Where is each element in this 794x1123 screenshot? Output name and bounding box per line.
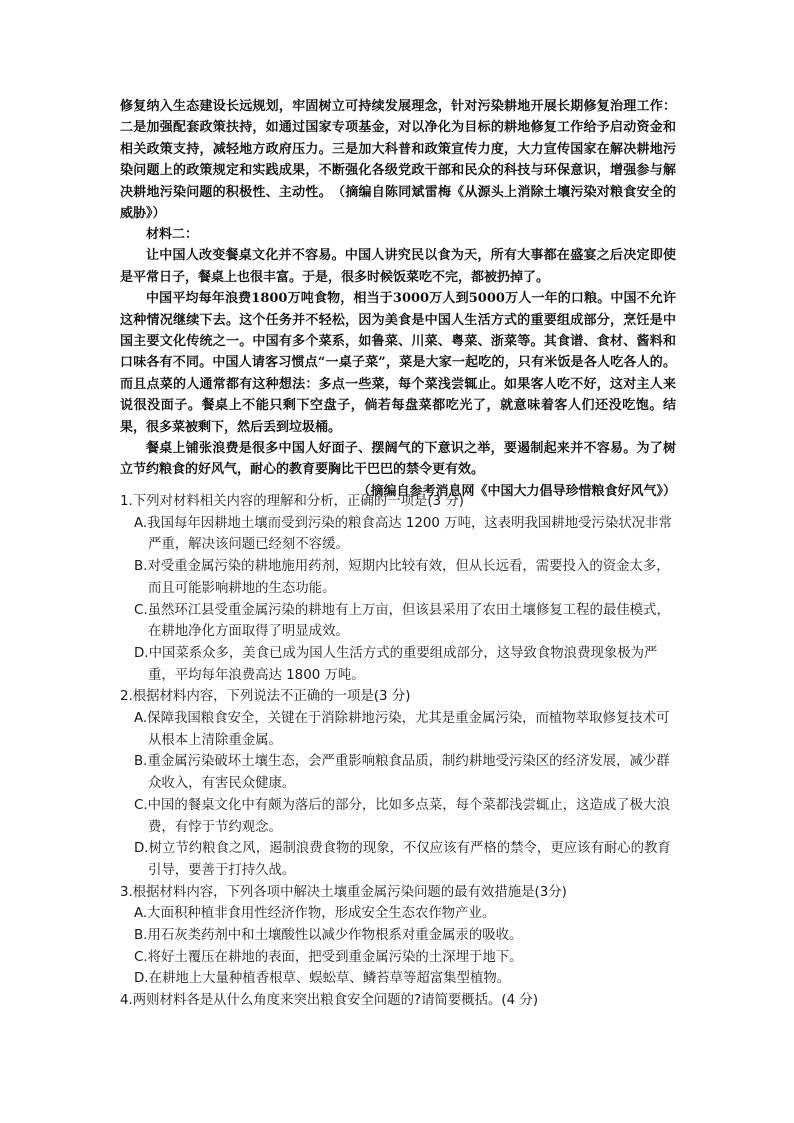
question-3 [120, 882, 678, 991]
question-stem: 4.两则材料各是从什么角度来突出粮食安全问题的?请简要概括。(4 分) [120, 993, 539, 1009]
question-stem: 1.下列对材料相关内容的理解和分析，正确的一项是(3 分) [120, 494, 464, 509]
option-c: C.中国的餐桌文化中有颇为落后的部分，比如多点菜，每个菜都浅尝辄止，这造成了极大浪费，有悖于节约观念。 [134, 797, 670, 835]
option-b: B.重金属污染破坏土壤生态，会严重影响粮食品质，制约耕地受污染区的经济发展，减少群众收入，有害民众健康。 [134, 754, 670, 792]
material-two-source: （摘编自参考消息网《中国大力倡导珍惜粮食好风气》） [357, 483, 676, 499]
question-stem: 2.根据材料内容，下列说法不正确的一项是(3 分) [120, 689, 411, 705]
material-two [120, 224, 676, 502]
material-one-paragraph: 修复纳入生态建设长远规划，牢固树立可持续发展理念，针对污染耕地开展长期修复治理工作：二是加强配套政策扶持，如通过国家专项基金，对以净化为目标的耕地修复工作给予启动资金和相关政策支持，减轻地方政府压力。三是加大科普和政策宣传力度，大力宣传国家在解决耕地污染问题上的政策规定和实践成果，不断强化各级党政干部和民众的科技与环保意识，增强参与解决耕地污染问题的积极性、主动性。 （摘编自陈同斌雷梅《从源头上消除土壤污染对粮食安全的威胁》） [120, 99, 676, 222]
material-two-paragraph-3: 餐桌上铺张浪费是很多中国人好面子、摆阔气的下意识之举，要遏制起来并不容易。为了树立节约粮食的好风气，耐心的教育要胸比干巴巴的禁令更有效。 [120, 441, 676, 478]
option-c: C.将好土覆压在耕地的表面，把受到重金属污染的土深埋于地下。 [134, 949, 523, 965]
option-b: B.对受重金属污染的耕地施用药剂，短期内比较有效，但从长远看，需要投入的资金太多，而且可能影响耕地的生态功能。 [134, 559, 670, 596]
question-stem: 3.根据材料内容，下列各项中解决土壤重金属污染问题的最有效措施是(3分) [120, 884, 567, 900]
option-a: A.大面积种植非食用性经济作物，形成安全生态农作物产业。 [134, 906, 496, 922]
material-one-ending [120, 96, 676, 224]
option-d: D.树立节约粮食之风，遏制浪费食物的现象，不仅应该有严格的禁令，更应该有耐心的教育引导，要善于打持久战。 [134, 841, 671, 878]
material-two-heading: 材料二： [146, 227, 199, 242]
option-c: C.虽然环江县受重金属污染的耕地有上万亩，但该县采用了农田土壤修复工程的最佳模式，在耕地净化方面取得了明显成效。 [134, 602, 670, 640]
option-b: B.用石灰类药剂中和土壤酸性以减少作物根系对重金属汞的吸收。 [134, 928, 523, 944]
option-a: A.我国每年因耕地土壤而受到污染的粮食高达 1200 万吨，这表明我国耕地受污染状况非常严重，解决该问题已经刻不容缓。 [134, 515, 672, 553]
option-d: D.中国菜系众多，美食已成为国人生活方式的重要组成部分，这导致食物浪费现象极为严重，平均每年浪费高达 1800 万吨。 [134, 645, 658, 683]
question-4 [120, 990, 678, 1012]
question-2 [120, 686, 678, 881]
material-two-paragraph-1: 让中国人改变餐桌文化并不容易。中国人讲究民以食为天，所有大事都在盛宴之后决定即使是平常日子，餐桌上也很丰富。于是，很多时候饭菜吃不完，都被扔掉了。 [120, 248, 676, 285]
question-section [120, 491, 678, 1012]
option-a: A.保障我国粮食安全，关键在于消除耕地污染，尤其是重金属污染，而植物萃取修复技术可从根本上清除重金属。 [134, 711, 670, 748]
question-1 [120, 491, 678, 686]
material-two-paragraph-2: 中国平均每年浪费1800万吨食物，相当于3000万人到5000万人一年的口粮。中国不允许这种情况继续下去。这个任务并不轻松，因为美食是中国人生活方式的重要组成部分，烹饪是中国主要文化传统之一。中国有多个菜系，如鲁菜、川菜、粤菜、浙菜等。其食谱、食材、酱料和口味各有不同。中国人请客习惯点“一桌子菜”，菜是大家一起吃的，只有米饭是各人吃各人的。而且点菜的人通常都有这种想法：多点一些菜，每个菜浅尝辄止。如果客人吃不好，这对主人来说很没面子。餐桌上不能只剩下空盘子，倘若每盘菜都吃光了，就意味着客人们还没吃饱。结果，很多菜被剩下，然后丢到垃圾桶。 [120, 291, 676, 435]
option-d: D.在耕地上大量种植香根草、蜈蚣草、鳞苔草等超富集型植物。 [134, 971, 511, 987]
